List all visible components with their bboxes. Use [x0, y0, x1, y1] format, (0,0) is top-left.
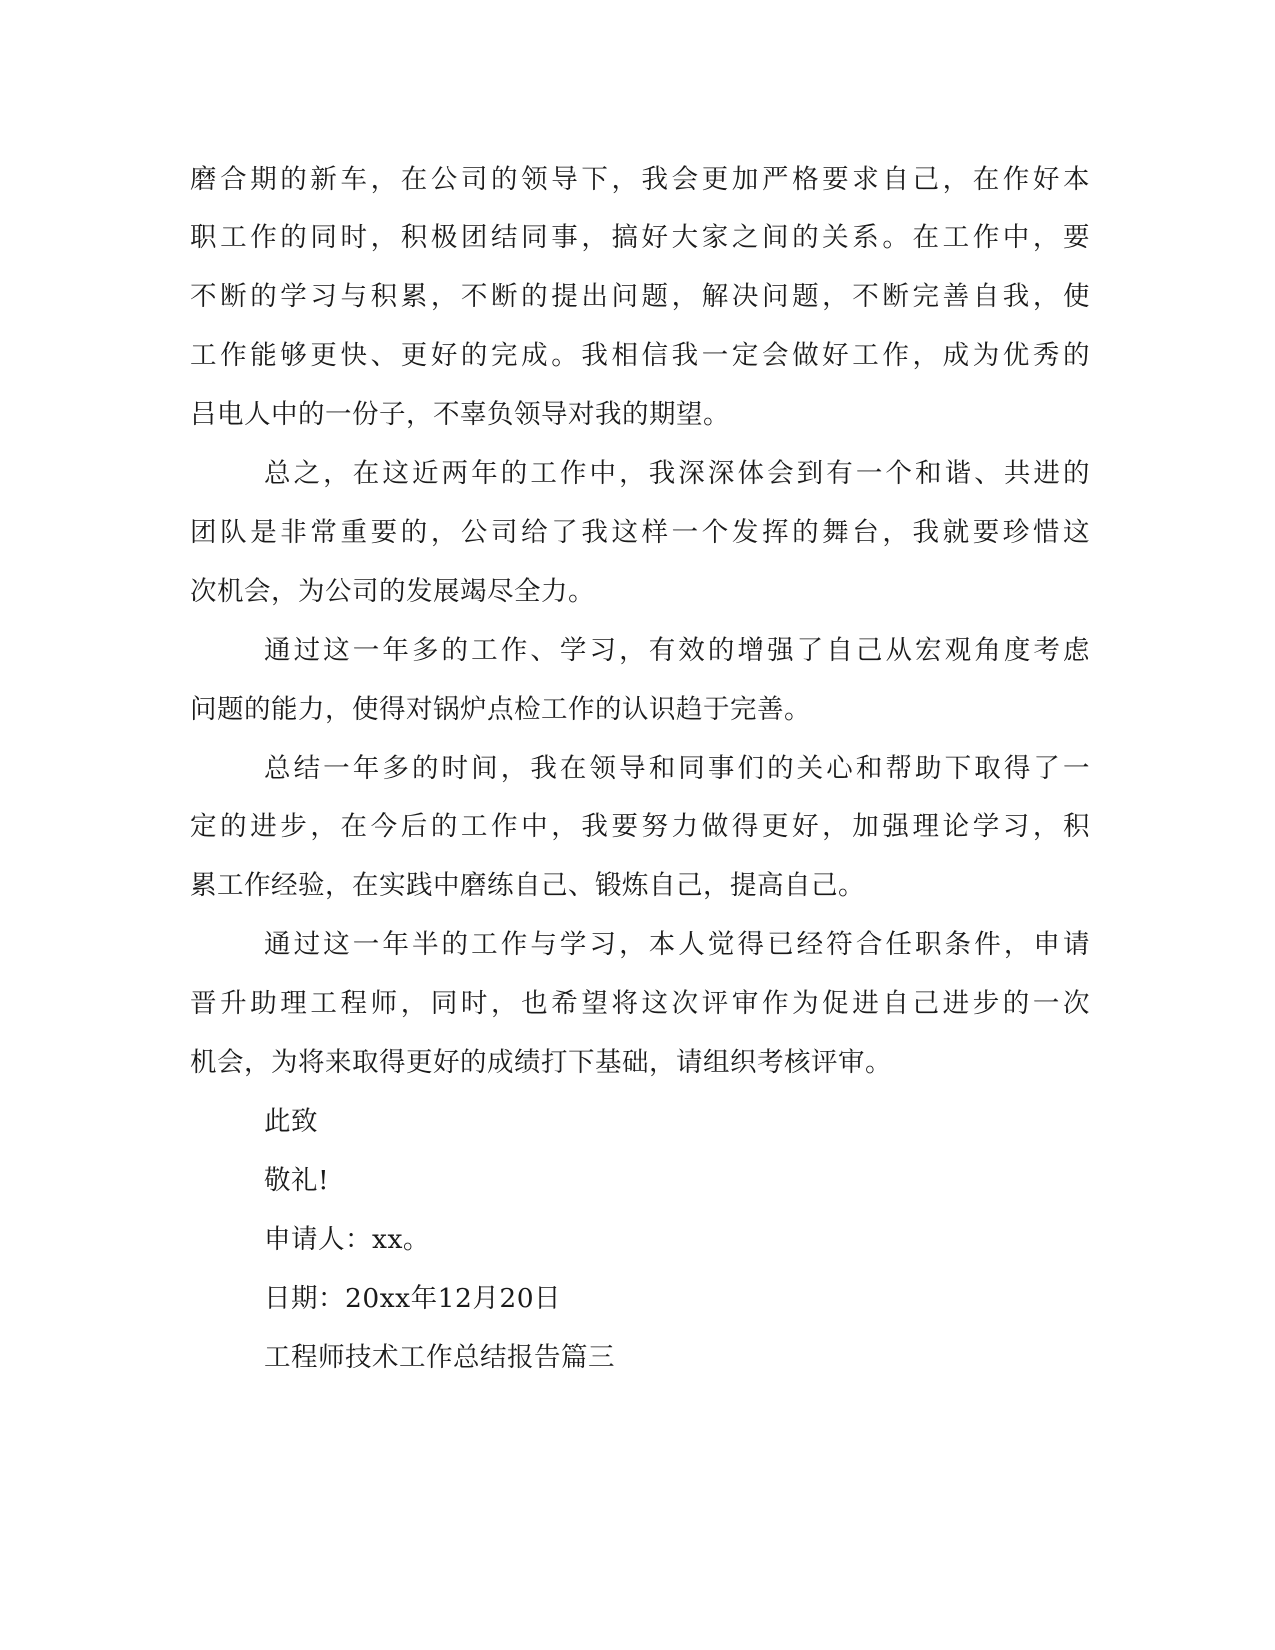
paragraph-start-line: 通过这一年半的工作与学习，本人觉得已经符合任职条件，申请 [264, 929, 1090, 960]
date-line: 日期：20xx年12月20日 [264, 1283, 562, 1314]
paragraph-start-line: 总之，在这近两年的工作中，我深深体会到有一个和谐、共进的 [264, 458, 1090, 489]
text-line: 次机会，为公司的发展竭尽全力。 [190, 576, 595, 607]
section-heading: 工程师技术工作总结报告篇三 [264, 1342, 615, 1373]
text-line: 团队是非常重要的，公司给了我这样一个发挥的舞台，我就要珍惜这 [190, 517, 1090, 548]
text-line: 工作能够更快、更好的完成。我相信我一定会做好工作，成为优秀的 [190, 340, 1090, 371]
text-line: 机会，为将来取得更好的成绩打下基础，请组织考核评审。 [190, 1047, 892, 1078]
text-line: 晋升助理工程师，同时，也希望将这次评审作为促进自己进步的一次 [190, 988, 1090, 1019]
closing-regards: 敬礼! [264, 1165, 330, 1196]
paragraph-start-line: 总结一年多的时间，我在领导和同事们的关心和帮助下取得了一 [264, 753, 1090, 784]
text-line: 定的进步，在今后的工作中，我要努力做得更好，加强理论学习，积 [190, 811, 1090, 842]
text-line: 吕电人中的一份子，不辜负领导对我的期望。 [190, 399, 730, 430]
closing-salutation: 此致 [264, 1106, 318, 1137]
paragraph-start-line: 通过这一年多的工作、学习，有效的增强了自己从宏观角度考虑 [264, 635, 1090, 666]
text-line: 职工作的同时，积极团结同事，搞好大家之间的关系。在工作中，要 [190, 222, 1090, 253]
text-line: 不断的学习与积累，不断的提出问题，解决问题，不断完善自我，使 [190, 281, 1090, 312]
applicant-line: 申请人：xx。 [264, 1224, 430, 1255]
text-line: 磨合期的新车，在公司的领导下，我会更加严格要求自己，在作好本 [190, 164, 1090, 195]
text-line: 累工作经验，在实践中磨练自己、锻炼自己，提高自己。 [190, 870, 865, 901]
text-line: 问题的能力，使得对锅炉点检工作的认识趋于完善。 [190, 694, 811, 725]
